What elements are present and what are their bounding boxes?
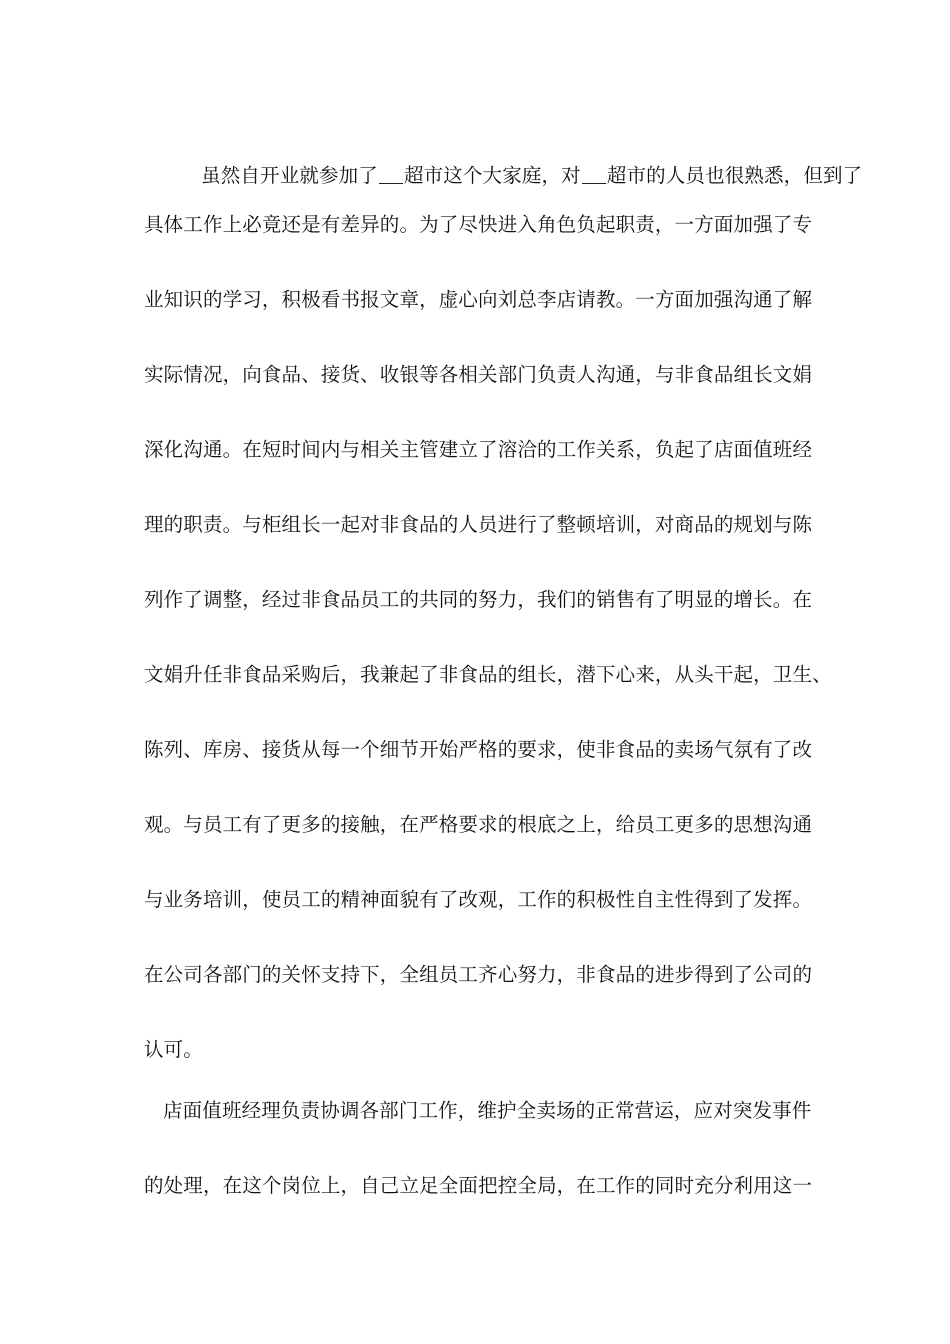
paragraph-line: 深化沟通。在短时间内与相关主管建立了溶洽的工作关系，负起了店面值班经 [144,438,813,461]
paragraph-line: 文娟升任非食品采购后，我兼起了非食品的组长，潜下心来，从头干起，卫生、 [144,663,832,686]
paragraph-line: 实际情况，向食品、接货、收银等各相关部门负责人沟通，与非食品组长文娟 [144,363,813,386]
paragraph-line: 具体工作上必竟还是有差异的。为了尽快进入角色负起职责，一方面加强了专 [144,213,813,236]
text-segment: 超市的人员也很熟悉，但到了 [606,164,863,187]
paragraph-line: 在公司各部门的关怀支持下，全组员工齐心努力，非食品的进步得到了公司的 [144,963,813,986]
paragraph-line: 的处理，在这个岗位上，自己立足全面把控全局，在工作的同时充分利用这一 [144,1174,813,1197]
fill-in-blank [379,165,403,184]
paragraph-line: 业知识的学习，积极看书报文章，虚心向刘总李店请教。一方面加强沟通了解 [144,288,813,311]
paragraph-line: 陈列、库房、接货从每一个细节开始严格的要求，使非食品的卖场气氛有了改 [144,738,813,761]
fill-in-blank [582,165,606,184]
paragraph-line: 列作了调整，经过非食品员工的共同的努力，我们的销售有了明显的增长。在 [144,588,813,611]
paragraph-line: 与业务培训，使员工的精神面貌有了改观，工作的积极性自主性得到了发挥。 [144,888,813,911]
paragraph-line: 观。与员工有了更多的接触，在严格要求的根底之上，给员工更多的思想沟通 [144,813,813,836]
paragraph-line: 理的职责。与柜组长一起对非食品的人员进行了整顿培训，对商品的规划与陈 [144,513,813,536]
text-segment: 超市这个大家庭，对 [403,164,581,187]
text-segment: 虽然自开业就参加了 [201,164,378,187]
paragraph-line [163,137,950,215]
paragraph-line: 认可。 [144,1038,203,1061]
paragraph-line: 店面值班经理负责协调各部门工作，维护全卖场的正常营运，应对突发事件 [163,1099,812,1122]
